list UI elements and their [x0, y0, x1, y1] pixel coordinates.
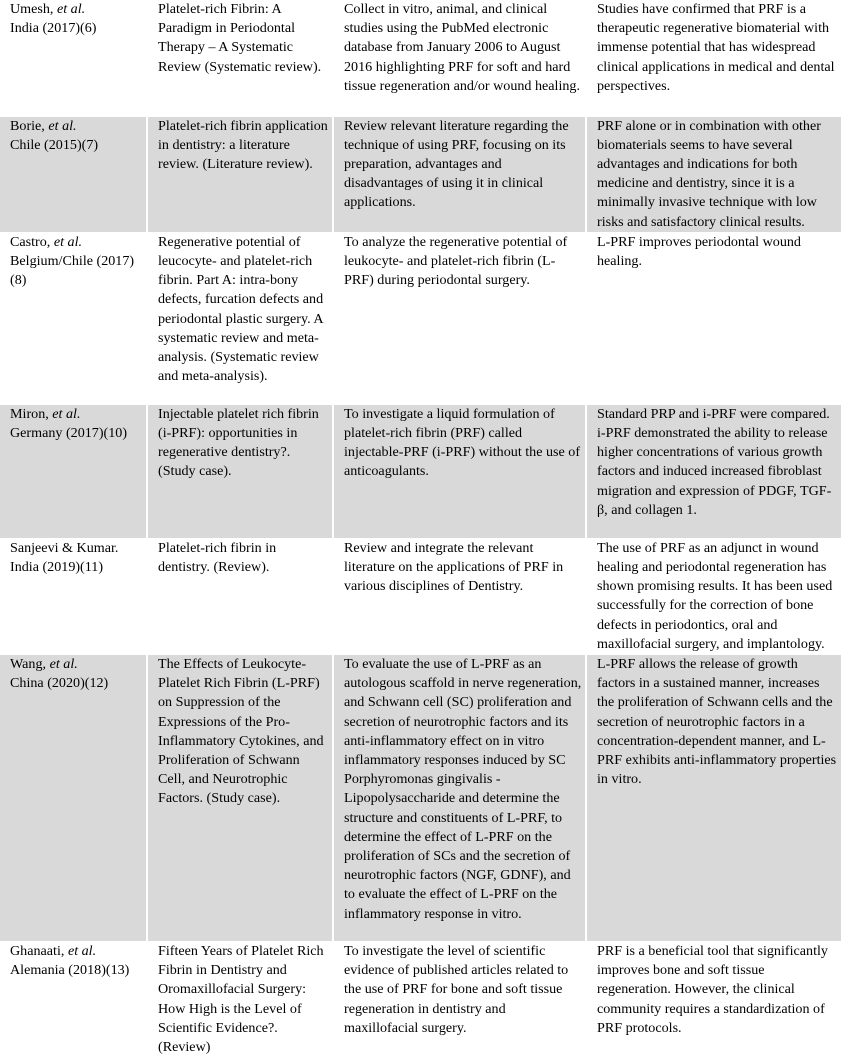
- country-year: Alemania (2018)(13): [10, 962, 130, 979]
- result-cell: L-PRF improves periodontal wound healing.: [586, 232, 841, 404]
- author-name: Umesh,: [10, 1, 54, 17]
- objective-cell: Collect in vitro, animal, and clinical studies using the PubMed electronic database from January 2006 to August 2016 highlighting PRF for soft and hard tissue regeneration and/or wound healing.: [333, 0, 586, 116]
- author-cell: [0, 941, 147, 1057]
- et-al: et al.: [52, 405, 81, 422]
- title-cell: Platelet-rich fibrin in dentistry. (Review).: [147, 538, 333, 654]
- title-cell: Fifteen Years of Platelet Rich Fibrin in Dentistry and Oromaxillofacial Surgery: How High is the Level of Scientific Evidence?. (Review): [147, 941, 333, 1057]
- country-year: Belgium/Chile (2017)(8): [10, 252, 135, 289]
- table-row: [0, 116, 841, 232]
- author-cell: [0, 116, 147, 232]
- author-name: Borie,: [10, 117, 45, 134]
- title-cell: Regenerative potential of leucocyte- and platelet-rich fibrin. Part A: intra-bony defects, furcation defects and periodontal plastic surgery. A systematic review and meta-analysis. (Systematic review and meta-analysis).: [147, 232, 333, 404]
- country-year: Chile (2015)(7): [10, 136, 99, 153]
- table-row: [0, 232, 841, 404]
- et-al: et al.: [48, 117, 77, 134]
- result-cell: Standard PRP and i-PRF were compared. i-PRF demonstrated the ability to release higher concentrations of various growth factors and induced increased fibroblast migration and expression of PDGF, TGF-β, and collagen 1.: [586, 404, 841, 538]
- country-year: China (2020)(12): [10, 675, 109, 692]
- country-year: India (2019)(11): [10, 558, 104, 575]
- table-row: [0, 0, 841, 116]
- author-cell: [0, 404, 147, 538]
- objective-cell: Review relevant literature regarding the technique of using PRF, focusing on its preparation, advantages and disadvantages of using it in clinical applications.: [333, 116, 586, 232]
- result-cell: L-PRF allows the release of growth factors in a sustained manner, increases the proliferation of Schwann cells and the secretion of neurotrophic factors in a concentration-dependent manner, and L-PRF exhibits anti-inflammatory properties in vitro.: [586, 654, 841, 941]
- objective-cell: To evaluate the use of L-PRF as an autologous scaffold in nerve regeneration, and Schwann cell (SC) proliferation and secretion of neurotrophic factors and its anti-inflammatory effect on in vitro inflammatory responses induced by SC Porphyromonas gingivalis - Lipopolysaccharide and determine the structure and constituents of L-PRF, to determine the effect of L-PRF on the proliferation of SCs and the secretion of neurotrophic factors (NGF, GDNF), and to evaluate the effect of L-PRF on the inflammatory response in vitro.: [333, 654, 586, 941]
- et-al: et al.: [56, 1, 86, 17]
- result-cell: PRF alone or in combination with other biomaterials seems to have several advantages and indications for both medicine and dentistry, since it is a minimally invasive technique with low risks and satisfactory clinical results.: [586, 116, 841, 232]
- title-cell: Platelet-rich Fibrin: A Paradigm in Periodontal Therapy – A Systematic Review (Systematic review).: [147, 0, 333, 116]
- objective-cell: To investigate a liquid formulation of platelet-rich fibrin (PRF) called injectable-PRF (i-PRF) without the use of anticoagulants.: [333, 404, 586, 538]
- et-al: et al.: [67, 942, 97, 959]
- objective-cell: To investigate the level of scientific evidence of published articles related to the use of PRF for bone and soft tissue regeneration in dentistry and maxillofacial surgery.: [333, 941, 586, 1057]
- author-cell: [0, 654, 147, 941]
- author-name: Castro,: [10, 233, 51, 250]
- title-cell: Injectable platelet rich fibrin (i-PRF): opportunities in regenerative dentistry?. (Study case).: [147, 404, 333, 538]
- table-row: [0, 941, 841, 1057]
- author-name: Ghanaati,: [10, 942, 65, 959]
- title-cell: Platelet-rich fibrin application in dentistry: a literature review. (Literature review).: [147, 116, 333, 232]
- result-cell: The use of PRF as an adjunct in wound healing and periodontal regeneration has shown promising results. It has been used successfully for the correction of bone defects in periodontics, oral and maxillofacial surgery, and implantology.: [586, 538, 841, 654]
- result-cell: Studies have confirmed that PRF is a therapeutic regenerative biomaterial with immense potential that has widespread clinical applications in medical and dental perspectives.: [586, 0, 841, 116]
- et-al: et al.: [49, 655, 78, 672]
- table-row: [0, 654, 841, 941]
- author-name: Miron,: [10, 405, 49, 422]
- author-name: Wang,: [10, 655, 47, 672]
- author-cell: [0, 538, 147, 654]
- country-year: Germany (2017)(10): [10, 424, 128, 441]
- table-row: [0, 538, 841, 654]
- table-row: [0, 404, 841, 538]
- country-year: India (2017)(6): [10, 20, 97, 37]
- author-name: Sanjeevi & Kumar.: [10, 539, 119, 556]
- author-cell: [0, 0, 147, 116]
- title-cell: The Effects of Leukocyte-Platelet Rich Fibrin (L-PRF) on Suppression of the Expressions of the Pro-Inflammatory Cytokines, and Proliferation of Schwann Cell, and Neurotrophic Factors. (Study case).: [147, 654, 333, 941]
- objective-cell: To analyze the regenerative potential of leukocyte- and platelet-rich fibrin (L-PRF) during periodontal surgery.: [333, 232, 586, 404]
- result-cell: PRF is a beneficial tool that significantly improves bone and soft tissue regeneration. However, the clinical community requires a standardization of PRF protocols.: [586, 941, 841, 1057]
- objective-cell: Review and integrate the relevant literature on the applications of PRF in various disciplines of Dentistry.: [333, 538, 586, 654]
- author-cell: [0, 232, 147, 404]
- et-al: et al.: [53, 233, 83, 250]
